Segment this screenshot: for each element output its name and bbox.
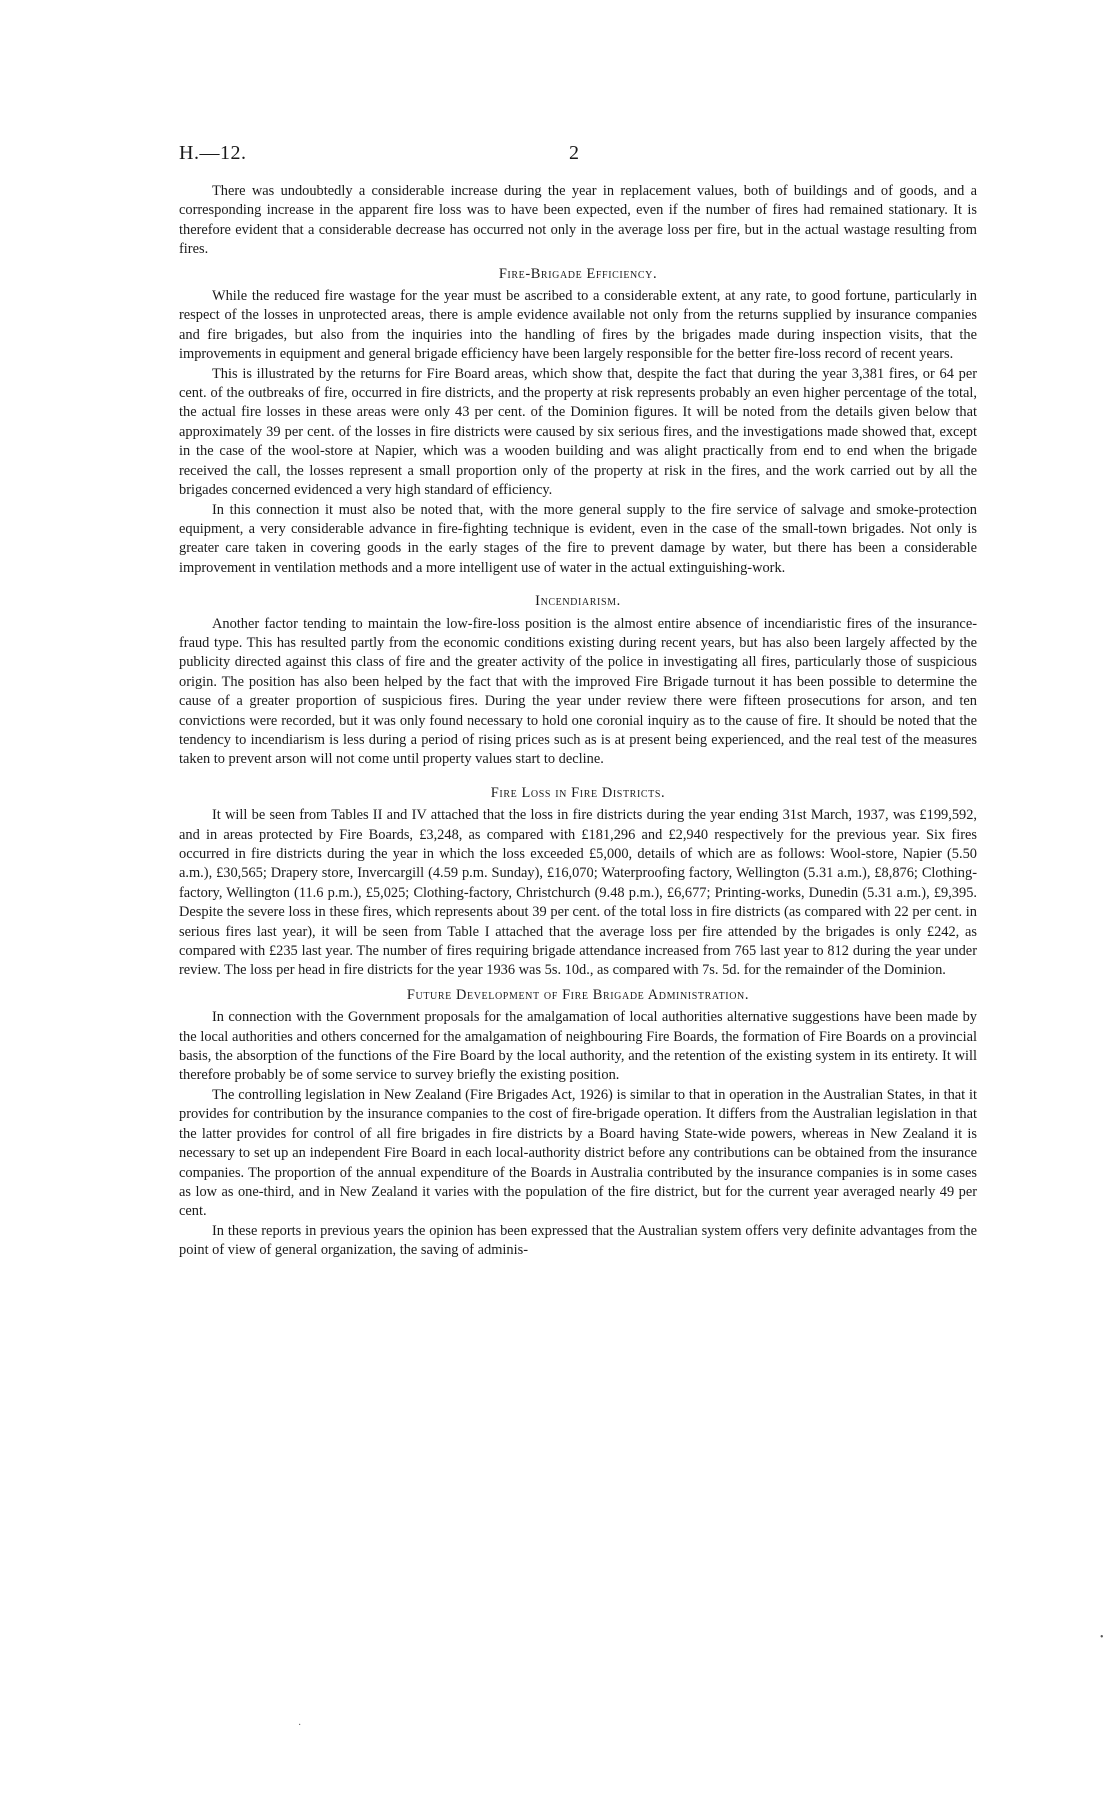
heading-fire-brigade-efficiency: Fire-Brigade Efficiency.	[498, 265, 658, 282]
incendiarism-paragraph: Another factor tending to maintain the low-fire-loss position is the almost entire absence of incendiaristic fires of the insurance-fraud type. This has resulted partly from the economic conditions existing during recent years, but has also been largely affected by the publicity directed against this class of fire and the greater activity of the police in investigating all fires, particularly those of suspicious origin. The position has also been helped by the fact that with the improved Fire Brigade turnout it has been possible to determine the cause of a greater proportion of suspicious fires. During the year under review there were fifteen prosecutions for arson, and ten convictions were recorded, but it was only found necessary to hold one coronial inquiry as to the cause of fire. It should be noted that the tendency to incendiarism is less during a period of rising prices such as is at present being experienced, and the real test of the measures taken to prevent arson will not come until property values start to decline.	[179, 615, 977, 768]
intro-paragraph: There was undoubtedly a considerable increase during the year in replacement values, both of buildings and of goods, and a corresponding increase in the apparent fire loss was to have been expected, even if the number of fires had remained stationary. It is therefore evident that a considerable decrease has occurred not only in the average loss per fire, but in the actual wastage resulting from fires.	[179, 183, 977, 258]
efficiency-paragraph-2: This is illustrated by the returns for Fire Board areas, which show that, despite the fact that during the year 3,381 fires, or 64 per cent. of the outbreaks of fire, occurred in fire districts, and the property at risk represents probably an even higher percentage of the total, the actual fire losses in these areas were only 43 per cent. of the Dominion figures. It will be noted from the details given below that approximately 39 per cent. of the losses in fire districts were caused by six serious fires, and the investigations made showed that, except in the case of the wool-store at Napier, which was a wooden building and was alight practically from end to end when the brigade received the call, the losses represent a small proportion only of the property at risk in the fires, and the work carried out by all the brigades concerned evidenced a very high standard of efficiency.	[179, 365, 977, 499]
heading-incendiarism: Incendiarism.	[535, 593, 621, 610]
document-page	[179, 142, 977, 1261]
fire-loss-paragraph: It will be seen from Tables II and IV attached that the loss in fire districts during the year ending 31st March, 1937, was £199,592, and in areas protected by Fire Boards, £3,248, as compared with £181,296 and £2,940 respectively for the previous year. Six fires occurred in fire districts during the year in which the loss exceeded £5,000, details of which are as follows: Wool-store, Napier (5.50 a.m.), £30,565; Drapery store, Invercargill (4.59 p.m. Sunday), £16,070; Waterproofing factory, Wellington (5.31 a.m.), £8,876; Clothing-factory, Wellington (11.6 p.m.), £5,025; Clothing-factory, Christchurch (9.48 p.m.), £6,677; Printing-works, Dunedin (5.31 a.m.), £9,395. Despite the severe loss in these fires, which represents about 39 per cent. of the total loss in fire districts (as compared with 22 per cent. in serious fires last year), it will be seen from Table I attached that the average loss per fire attended by the brigades is only £242, as compared with £235 last year. The number of fires requiring brigade attendance increased from 765 last year to 812 during the year under review. The loss per head in fire districts for the year 1936 was 5s. 10d., as compared with 7s. 5d. for the remainder of the Dominion.	[179, 807, 977, 979]
report-reference: H.—12.	[179, 142, 247, 164]
scan-speck: •	[1100, 1632, 1104, 1643]
efficiency-paragraph-3: In this connection it must also be noted that, with the more general supply to the fire service of salvage and smoke-protection equipment, a very considerable advance in fire-fighting technique is evident, even in the case of the small-town brigades. Not only is greater care taken in covering goods in the early stages of the fire to prevent damage by water, but there has been a considerable improvement in ventilation methods and a more intelligent use of water in the actual extinguishing-work.	[179, 501, 977, 576]
future-paragraph-1: In connection with the Government proposals for the amalgamation of local authorities alternative suggestions have been made by the local authorities and others concerned for the amalgamation of neighbouring Fire Boards, the formation of Fire Boards on a provincial basis, the absorption of the functions of the Fire Board by the local authority, and the retention of the existing system in its entirety. It will therefore probably be of some service to survey briefly the existing position.	[179, 1009, 977, 1084]
scan-speck: ·	[298, 1720, 302, 1731]
page-number: 2	[569, 142, 579, 164]
heading-fire-loss-in-fire-districts: Fire Loss in Fire Districts.	[490, 784, 666, 801]
future-paragraph-3: In these reports in previous years the opinion has been expressed that the Australian system offers very definite advantages from the point of view of general organization, the saving of adminis-	[179, 1222, 977, 1259]
future-paragraph-2: The controlling legislation in New Zealand (Fire Brigades Act, 1926) is similar to that in operation in the Australian States, in that it provides for contribution by the insurance companies to the cost of fire-brigade operation. It differs from the Australian legislation in that the latter provides for control of all fire brigades in fire districts by a Board having State-wide powers, whereas in New Zealand it is necessary to set up an independent Fire Board in each local-authority district before any contributions can be obtained from the insurance companies. The proportion of the annual expenditure of the Boards in Australia contributed by the insurance companies is in some cases as low as one-third, and in New Zealand it varies with the population of the fire district, but for the current year averaged nearly 49 per cent.	[179, 1086, 977, 1220]
efficiency-paragraph-1: While the reduced fire wastage for the year must be ascribed to a considerable extent, at any rate, to good fortune, particularly in respect of the losses in unprotected areas, there is ample evidence available not only from the returns supplied by insurance companies and fire brigades, but also from the inquiries into the handling of fires by the brigades made during inspection visits, that the improvements in equipment and general brigade efficiency have been largely responsible for the better fire-loss record of recent years.	[179, 288, 977, 363]
heading-future-development: Future Development of Fire Brigade Administration.	[406, 986, 750, 1003]
page-header	[179, 142, 977, 168]
